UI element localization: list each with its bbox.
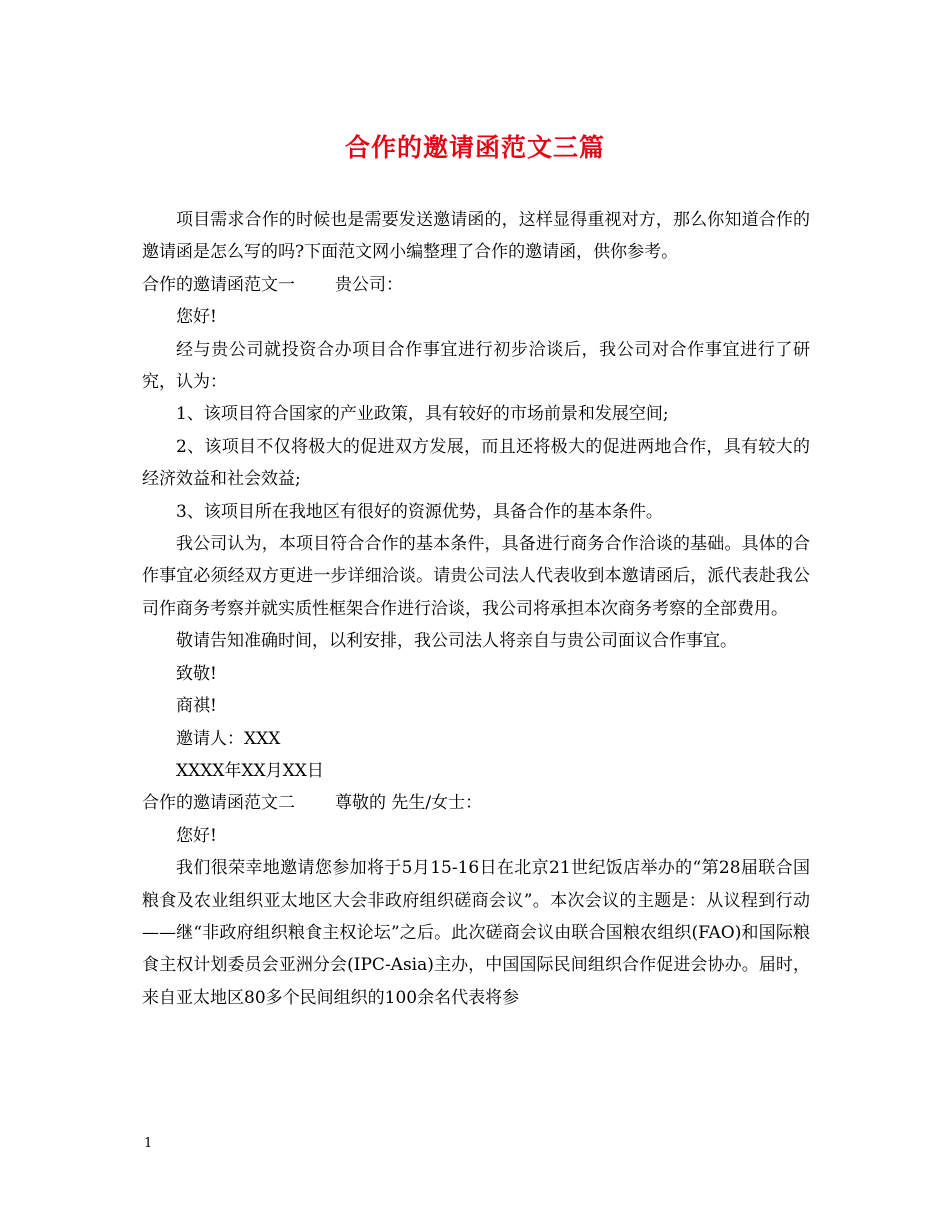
section-two-heading: 合作的邀请函范文二 bbox=[142, 793, 295, 814]
page-number: 1 bbox=[144, 1136, 153, 1151]
section-one-greeting: 您好! bbox=[176, 307, 217, 328]
document-title: 合作的邀请函范文三篇 bbox=[344, 133, 605, 162]
section-one-closing-1: 致敬! bbox=[176, 663, 217, 684]
section-two-paragraph-1: 我们很荣幸地邀请您参加将于5月15-16日在北京21世纪饭店举办的“第28届联合国粮食及农业组织亚太地区大会非政府组织磋商会议”。本次会议的主题是：从议程到行动——继“非政府组织粮食主权论坛”之后。此次磋商会议由联合国粮农组织(FAO)和国际粮食主权计划委员会亚洲分会(IPC-Asia)主办，中国国际民间组织合作促进会协办。届时，来自亚太地区80多个民间组织的100余名代表将参 bbox=[142, 858, 810, 1008]
section-two-heading-line bbox=[142, 787, 810, 819]
section-one-item-3: 3、该项目所在我地区有很好的资源优势，具备合作的基本条件。 bbox=[176, 501, 663, 522]
section-one-item-1: 1、该项目符合国家的产业政策，具有较好的市场前景和发展空间; bbox=[176, 404, 669, 425]
section-one-date: XXXX年XX月XX日 bbox=[176, 760, 324, 781]
section-one-closing-2: 商祺! bbox=[176, 696, 217, 717]
section-one-paragraph-2: 我公司认为，本项目符合合作的基本条件，具备进行商务合作洽谈的基础。具体的合作事宜必须经双方更进一步详细洽谈。请贵公司法人代表收到本邀请函后，派代表赴我公司作商务考察并就实质性框架合作进行洽谈，我公司将承担本次商务考察的全部费用。 bbox=[142, 534, 810, 619]
section-one-salutation: 贵公司： bbox=[335, 274, 403, 295]
section-one-inviter: 邀请人：XXX bbox=[176, 728, 281, 749]
section-one-heading-line bbox=[142, 269, 810, 301]
document-body bbox=[142, 204, 810, 1014]
section-one-heading: 合作的邀请函范文一 bbox=[142, 274, 295, 295]
section-two-salutation: 尊敬的 先生/女士： bbox=[335, 793, 483, 814]
section-one-paragraph-1: 经与贵公司就投资合办项目合作事宜进行初步洽谈后，我公司对合作事宜进行了研究，认为： bbox=[142, 339, 810, 393]
intro-paragraph: 项目需求合作的时候也是需要发送邀请函的，这样显得重视对方，那么你知道合作的邀请函是怎么写的吗?下面范文网小编整理了合作的邀请函，供你参考。 bbox=[142, 210, 810, 263]
section-one-paragraph-3: 敬请告知准确时间，以利安排，我公司法人将亲自与贵公司面议合作事宜。 bbox=[176, 631, 737, 652]
section-two-greeting: 您好! bbox=[176, 825, 217, 846]
section-one-item-2: 2、该项目不仅将极大的促进双方发展，而且还将极大的促进两地合作，具有较大的经济效益和社会效益; bbox=[142, 436, 810, 490]
